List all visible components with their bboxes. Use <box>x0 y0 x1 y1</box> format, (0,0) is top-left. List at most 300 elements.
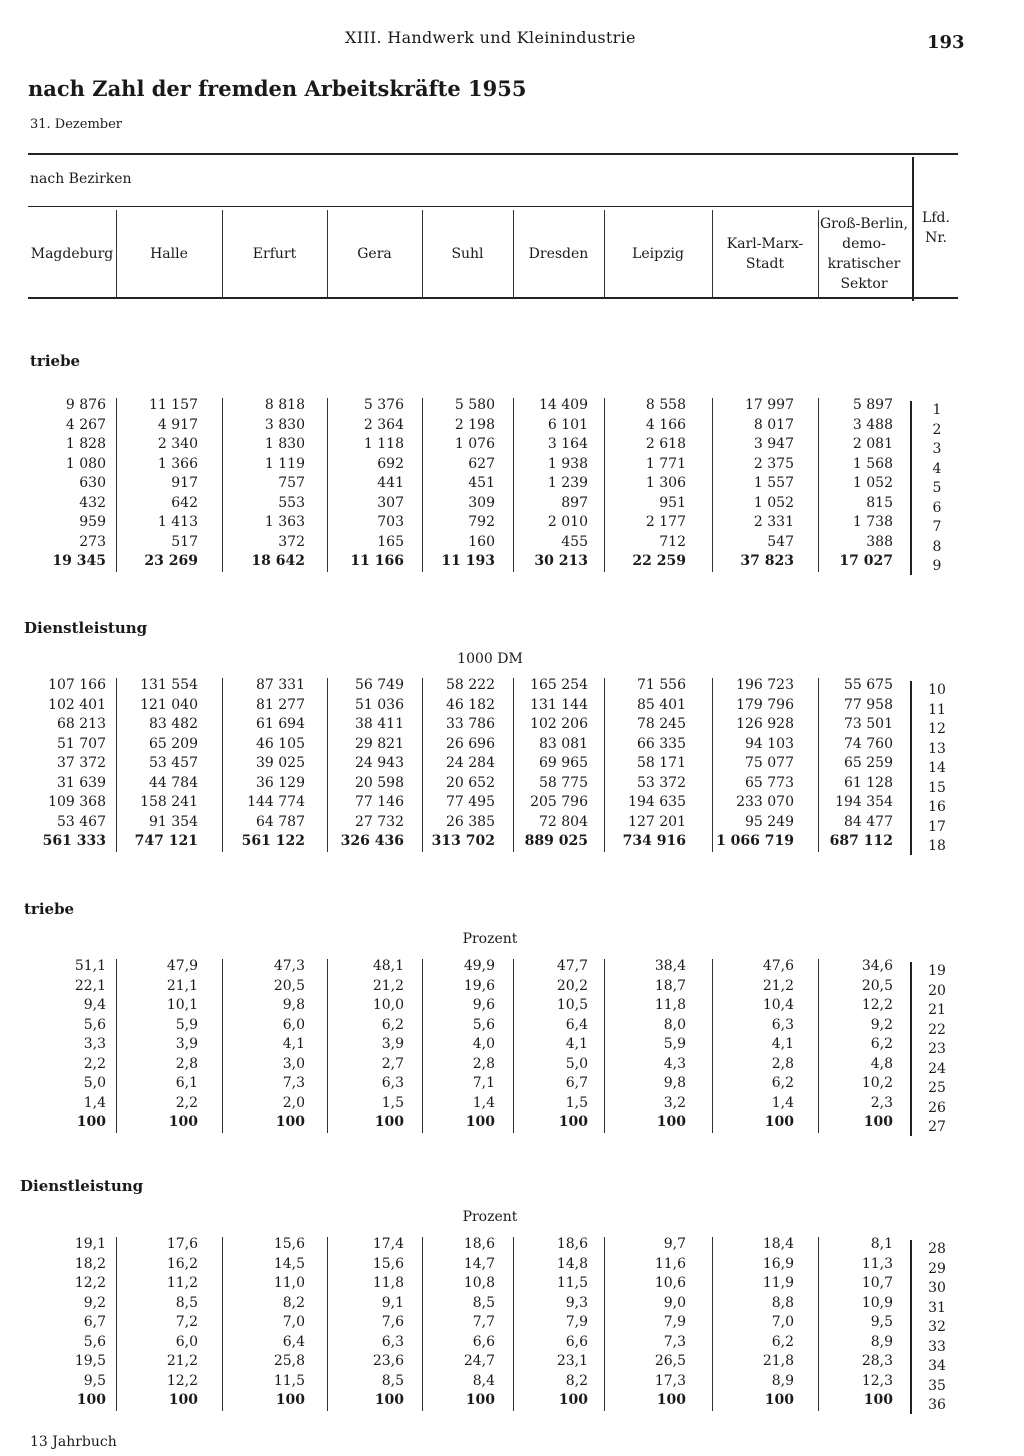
table-cell: 19,1 <box>74 1236 106 1252</box>
table-cell: 39 025 <box>256 755 305 771</box>
table-cell: 1 239 <box>547 475 588 491</box>
table-cell: 9,8 <box>663 1075 686 1091</box>
table-cell: 20 652 <box>446 774 495 791</box>
table-cell: 18 642 <box>251 553 305 569</box>
table-cell: 2,3 <box>870 1094 893 1111</box>
row-number: 2 <box>932 421 942 438</box>
table-cell: 6,7 <box>565 1075 588 1091</box>
table-cell: 5 376 <box>363 397 404 413</box>
table-cell: 1,4 <box>472 1094 495 1111</box>
table-cell: 11,8 <box>372 1275 404 1291</box>
table-cell: 100 <box>863 1114 893 1130</box>
section-title: triebe <box>30 352 81 370</box>
table-cell: 1 366 <box>157 455 198 472</box>
table-row <box>0 1353 1024 1372</box>
table-cell: 4,1 <box>565 1036 588 1052</box>
table-cell: 131 554 <box>140 677 198 693</box>
table-cell: 53 467 <box>57 813 106 830</box>
table-cell: 3,9 <box>175 1036 198 1052</box>
table-cell: 10,2 <box>861 1075 893 1091</box>
row-number: 23 <box>928 1041 946 1057</box>
table-cell: 432 <box>79 494 106 511</box>
table-cell: 6,4 <box>282 1333 305 1350</box>
row-number: 34 <box>928 1358 946 1374</box>
table-cell: 18,7 <box>654 977 686 994</box>
table-row <box>0 978 1024 997</box>
table-row <box>0 755 1024 774</box>
table-cell: 17,4 <box>372 1236 404 1252</box>
table-cell: 1 118 <box>363 436 404 452</box>
table-cell: 5,6 <box>83 1333 106 1350</box>
header-mid-rule <box>28 206 912 207</box>
table-cell: 2 081 <box>852 436 893 452</box>
table-cell: 165 254 <box>530 677 588 693</box>
table-cell: 95 249 <box>745 813 794 830</box>
table-cell: 107 166 <box>48 677 106 693</box>
table-cell: 74 760 <box>844 735 893 752</box>
row-number: 25 <box>928 1080 946 1096</box>
table-cell: 18,2 <box>74 1255 106 1272</box>
table-cell: 165 <box>377 533 404 550</box>
table-row <box>0 677 1024 696</box>
table-row <box>0 436 1024 455</box>
column-header: Erfurt <box>252 246 297 262</box>
table-cell: 4 166 <box>645 416 686 433</box>
table-cell: 20,5 <box>273 977 305 994</box>
table-cell: 83 081 <box>539 735 588 752</box>
table-cell: 757 <box>278 475 305 491</box>
nr-column-header: Lfd. Nr. <box>922 210 950 246</box>
table-cell: 18,6 <box>463 1236 495 1252</box>
table-cell: 71 556 <box>637 677 686 693</box>
table-cell: 9,5 <box>870 1314 893 1330</box>
row-number: 26 <box>928 1099 946 1116</box>
table-cell: 1 052 <box>852 475 893 491</box>
table-cell: 10,4 <box>762 997 794 1013</box>
table-cell: 121 040 <box>140 696 198 713</box>
table-cell: 441 <box>377 475 404 491</box>
row-number: 30 <box>928 1280 946 1296</box>
table-cell: 69 965 <box>539 755 588 771</box>
table-row <box>0 1056 1024 1075</box>
row-number: 24 <box>928 1060 946 1077</box>
row-number: 12 <box>928 721 946 737</box>
table-cell: 1,4 <box>83 1094 106 1111</box>
table-cell: 3 947 <box>753 436 794 452</box>
table-cell: 11,3 <box>861 1255 893 1272</box>
table-row <box>0 697 1024 716</box>
table-cell: 4,8 <box>870 1055 893 1072</box>
table-cell: 9,0 <box>663 1294 686 1311</box>
table-row <box>0 814 1024 833</box>
table-cell: 58 171 <box>637 755 686 771</box>
group-label: nach Bezirken <box>30 171 132 187</box>
table-cell: 1 066 719 <box>716 833 794 849</box>
table-cell: 7,6 <box>381 1314 404 1330</box>
table-cell: 9,8 <box>282 997 305 1013</box>
row-number: 32 <box>928 1319 946 1335</box>
table-cell: 561 122 <box>241 833 305 849</box>
table-cell: 7,0 <box>771 1314 794 1330</box>
table-cell: 11 193 <box>441 553 495 569</box>
table-cell: 26 696 <box>446 735 495 752</box>
table-cell: 3 488 <box>852 416 893 433</box>
table-cell: 10,7 <box>861 1275 893 1291</box>
total-row <box>0 553 1024 572</box>
table-cell: 83 482 <box>149 716 198 732</box>
row-number: 18 <box>928 838 946 854</box>
header-column-divider <box>818 210 819 297</box>
table-cell: 2,2 <box>175 1094 198 1111</box>
table-cell: 23,6 <box>372 1353 404 1369</box>
table-cell: 9,3 <box>565 1294 588 1311</box>
table-cell: 47,6 <box>762 958 794 974</box>
row-number: 5 <box>932 480 942 496</box>
table-cell: 7,1 <box>472 1075 495 1091</box>
table-cell: 158 241 <box>140 794 198 810</box>
table-row <box>0 716 1024 735</box>
table-cell: 309 <box>468 494 495 511</box>
row-number: 17 <box>928 818 946 835</box>
table-cell: 31 639 <box>57 774 106 791</box>
table-cell: 2,2 <box>83 1055 106 1072</box>
table-cell: 6,1 <box>175 1075 198 1091</box>
table-cell: 196 723 <box>736 677 794 693</box>
table-cell: 100 <box>168 1392 198 1408</box>
table-cell: 642 <box>171 494 198 511</box>
table-cell: 2,7 <box>381 1055 404 1072</box>
table-cell: 12,3 <box>861 1372 893 1389</box>
table-cell: 19,5 <box>74 1353 106 1369</box>
table-row <box>0 514 1024 533</box>
table-cell: 8 017 <box>753 416 794 433</box>
table-cell: 16,2 <box>166 1255 198 1272</box>
table-cell: 18,6 <box>556 1236 588 1252</box>
table-cell: 100 <box>374 1114 404 1130</box>
table-cell: 8,5 <box>472 1294 495 1311</box>
table-cell: 9,2 <box>83 1294 106 1311</box>
section-title: triebe <box>24 900 75 918</box>
table-cell: 1 052 <box>753 494 794 511</box>
table-cell: 734 916 <box>622 833 686 849</box>
table-cell: 51 036 <box>355 696 404 713</box>
running-title: XIII. Handwerk und Kleinindustrie <box>345 28 636 47</box>
table-row <box>0 1036 1024 1055</box>
section-unit: Prozent <box>462 1209 518 1225</box>
table-cell: 8,0 <box>663 1016 686 1033</box>
table-cell: 8,9 <box>771 1372 794 1389</box>
table-cell: 5 580 <box>454 397 495 413</box>
table-cell: 388 <box>866 533 893 550</box>
row-number: 19 <box>928 963 946 979</box>
table-cell: 102 401 <box>48 696 106 713</box>
table-cell: 547 <box>767 533 794 550</box>
table-cell: 33 786 <box>446 716 495 732</box>
table-cell: 8,2 <box>282 1294 305 1311</box>
table-cell: 6,3 <box>771 1016 794 1033</box>
column-header: Halle <box>150 246 188 262</box>
table-cell: 313 702 <box>431 833 495 849</box>
table-row <box>0 456 1024 475</box>
row-number: 36 <box>928 1397 946 1413</box>
column-header: Gera <box>357 246 392 262</box>
table-cell: 100 <box>863 1392 893 1408</box>
table-cell: 561 333 <box>42 833 106 849</box>
table-cell: 66 335 <box>637 735 686 752</box>
table-cell: 23,1 <box>556 1353 588 1369</box>
table-cell: 6,6 <box>565 1333 588 1350</box>
table-row <box>0 958 1024 977</box>
table-cell: 56 749 <box>355 677 404 693</box>
table-cell: 100 <box>168 1114 198 1130</box>
table-cell: 8,8 <box>771 1294 794 1311</box>
table-cell: 144 774 <box>247 794 305 810</box>
table-cell: 20,5 <box>861 977 893 994</box>
table-cell: 233 070 <box>736 794 794 810</box>
table-cell: 126 928 <box>736 716 794 732</box>
table-cell: 517 <box>171 533 198 550</box>
table-cell: 17,6 <box>166 1236 198 1252</box>
table-cell: 77 146 <box>355 794 404 810</box>
table-cell: 3 164 <box>547 436 588 452</box>
table-cell: 8 558 <box>645 397 686 413</box>
table-cell: 6,2 <box>771 1075 794 1091</box>
row-number: 7 <box>932 519 942 535</box>
table-cell: 109 368 <box>48 794 106 810</box>
table-cell: 455 <box>561 533 588 550</box>
row-number: 11 <box>928 701 946 718</box>
table-cell: 22,1 <box>74 977 106 994</box>
table-cell: 5,9 <box>175 1016 198 1033</box>
table-cell: 14,8 <box>556 1255 588 1272</box>
table-cell: 9,6 <box>472 997 495 1013</box>
table-cell: 4,1 <box>771 1036 794 1052</box>
footer: 13 Jahrbuch <box>30 1434 117 1450</box>
table-cell: 2,8 <box>175 1055 198 1072</box>
row-number: 8 <box>932 538 942 555</box>
table-cell: 11,5 <box>273 1372 305 1389</box>
table-cell: 4 917 <box>157 416 198 433</box>
table-cell: 81 277 <box>256 696 305 713</box>
section-unit: Prozent <box>462 931 518 947</box>
table-cell: 1 828 <box>65 436 106 452</box>
row-number: 14 <box>928 760 946 776</box>
table-cell: 30 213 <box>534 553 588 569</box>
table-cell: 205 796 <box>530 794 588 810</box>
table-cell: 2,8 <box>771 1055 794 1072</box>
table-cell: 77 958 <box>844 696 893 713</box>
table-cell: 8,4 <box>472 1372 495 1389</box>
table-cell: 2 364 <box>363 416 404 433</box>
row-number: 6 <box>932 499 942 516</box>
table-cell: 1 568 <box>852 455 893 472</box>
table-row <box>0 1275 1024 1294</box>
table-cell: 12,2 <box>74 1275 106 1291</box>
table-cell: 2 177 <box>645 514 686 530</box>
table-cell: 21,2 <box>762 977 794 994</box>
table-cell: 100 <box>656 1114 686 1130</box>
table-cell: 28,3 <box>861 1353 893 1369</box>
table-row <box>0 1075 1024 1094</box>
table-cell: 2,8 <box>472 1055 495 1072</box>
table-cell: 24,7 <box>463 1353 495 1369</box>
table-cell: 4,3 <box>663 1055 686 1072</box>
table-cell: 55 675 <box>844 677 893 693</box>
table-cell: 5,9 <box>663 1036 686 1052</box>
table-cell: 5 897 <box>852 397 893 413</box>
row-number: 22 <box>928 1021 946 1038</box>
table-cell: 3,2 <box>663 1094 686 1111</box>
table-row <box>0 794 1024 813</box>
table-cell: 65 259 <box>844 755 893 771</box>
table-cell: 48,1 <box>372 958 404 974</box>
table-cell: 1 738 <box>852 514 893 530</box>
table-cell: 2 331 <box>753 514 794 530</box>
table-cell: 100 <box>558 1114 588 1130</box>
table-cell: 692 <box>377 455 404 472</box>
table-cell: 3 830 <box>264 416 305 433</box>
table-cell: 9,2 <box>870 1016 893 1033</box>
table-cell: 10,5 <box>556 997 588 1013</box>
table-cell: 20,2 <box>556 977 588 994</box>
table-cell: 7,3 <box>282 1075 305 1091</box>
table-cell: 10,1 <box>166 997 198 1013</box>
table-cell: 58 775 <box>539 774 588 791</box>
table-row <box>0 997 1024 1016</box>
table-cell: 11,5 <box>556 1275 588 1291</box>
table-cell: 10,6 <box>654 1275 686 1291</box>
table-cell: 1 557 <box>753 475 794 491</box>
table-cell: 51 707 <box>57 735 106 752</box>
table-cell: 6,0 <box>282 1016 305 1033</box>
table-row <box>0 1373 1024 1392</box>
table-cell: 38 411 <box>355 716 404 732</box>
page-number: 193 <box>927 32 965 53</box>
table-cell: 273 <box>79 533 106 550</box>
table-cell: 897 <box>561 494 588 511</box>
table-cell: 1 080 <box>65 455 106 472</box>
date-label: 31. Dezember <box>30 117 123 132</box>
table-cell: 11,2 <box>166 1275 198 1291</box>
table-cell: 84 477 <box>844 813 893 830</box>
table-cell: 15,6 <box>273 1236 305 1252</box>
table-cell: 22 259 <box>632 553 686 569</box>
table-cell: 65 773 <box>745 774 794 791</box>
table-cell: 37 823 <box>740 553 794 569</box>
table-cell: 194 354 <box>835 794 893 810</box>
table-cell: 2,0 <box>282 1094 305 1111</box>
table-row <box>0 534 1024 553</box>
table-cell: 100 <box>465 1114 495 1130</box>
table-cell: 7,3 <box>663 1333 686 1350</box>
table-cell: 17 997 <box>745 397 794 413</box>
column-header: Karl-Marx- Stadt <box>726 236 804 272</box>
row-number: 4 <box>932 460 942 477</box>
table-cell: 959 <box>79 514 106 530</box>
table-cell: 1 363 <box>264 514 305 530</box>
table-cell: 27 732 <box>355 813 404 830</box>
table-row <box>0 417 1024 436</box>
row-number: 28 <box>928 1241 946 1257</box>
column-header: Suhl <box>451 246 484 262</box>
table-cell: 44 784 <box>149 774 198 791</box>
table-cell: 75 077 <box>745 755 794 771</box>
table-cell: 21,2 <box>372 977 404 994</box>
table-cell: 9,7 <box>663 1236 686 1252</box>
table-cell: 100 <box>275 1392 305 1408</box>
table-cell: 11,0 <box>273 1275 305 1291</box>
table-cell: 1 119 <box>264 455 305 472</box>
table-cell: 815 <box>866 494 893 511</box>
table-cell: 46 105 <box>256 735 305 752</box>
table-cell: 6,2 <box>771 1333 794 1350</box>
table-cell: 34,6 <box>861 958 893 974</box>
table-cell: 2 010 <box>547 514 588 530</box>
table-cell: 100 <box>764 1392 794 1408</box>
column-header: Groß-Berlin, demo- kratischer Sektor <box>819 216 909 292</box>
table-cell: 47,9 <box>166 958 198 974</box>
table-row <box>0 397 1024 416</box>
table-cell: 307 <box>377 494 404 511</box>
table-cell: 21,1 <box>166 977 198 994</box>
row-number: 27 <box>928 1119 946 1135</box>
table-cell: 889 025 <box>524 833 588 849</box>
row-number: 20 <box>928 982 946 999</box>
header-column-divider <box>327 210 328 297</box>
table-cell: 194 635 <box>628 794 686 810</box>
table-cell: 91 354 <box>149 813 198 830</box>
table-cell: 9,4 <box>83 997 106 1013</box>
table-cell: 7,7 <box>472 1314 495 1330</box>
table-cell: 19 345 <box>52 553 106 569</box>
row-number: 29 <box>928 1260 946 1277</box>
row-number: 13 <box>928 740 946 757</box>
table-cell: 16,9 <box>762 1255 794 1272</box>
table-row <box>0 1334 1024 1353</box>
table-cell: 127 201 <box>628 813 686 830</box>
row-number: 1 <box>932 402 942 418</box>
table-cell: 3,0 <box>282 1055 305 1072</box>
table-cell: 9,5 <box>83 1372 106 1389</box>
table-cell: 26 385 <box>446 813 495 830</box>
table-cell: 1,4 <box>771 1094 794 1111</box>
row-number: 10 <box>928 682 946 698</box>
table-cell: 7,9 <box>565 1314 588 1330</box>
table-cell: 36 129 <box>256 774 305 791</box>
row-number: 15 <box>928 779 946 796</box>
table-cell: 627 <box>468 455 495 472</box>
table-row <box>0 1236 1024 1255</box>
table-cell: 8,1 <box>870 1236 893 1252</box>
table-cell: 792 <box>468 514 495 530</box>
table-cell: 4,0 <box>472 1036 495 1052</box>
table-cell: 51,1 <box>74 958 106 974</box>
table-cell: 5,0 <box>83 1075 106 1091</box>
table-cell: 7,0 <box>282 1314 305 1330</box>
table-cell: 11 157 <box>149 397 198 413</box>
table-cell: 6,0 <box>175 1333 198 1350</box>
table-cell: 1 413 <box>157 514 198 530</box>
table-row <box>0 1295 1024 1314</box>
table-cell: 3,9 <box>381 1036 404 1052</box>
table-cell: 630 <box>79 475 106 491</box>
table-cell: 61 694 <box>256 716 305 732</box>
column-header: Dresden <box>528 246 589 262</box>
table-cell: 131 144 <box>530 696 588 713</box>
table-cell: 15,6 <box>372 1255 404 1272</box>
table-cell: 19,6 <box>463 977 495 994</box>
table-cell: 451 <box>468 475 495 491</box>
